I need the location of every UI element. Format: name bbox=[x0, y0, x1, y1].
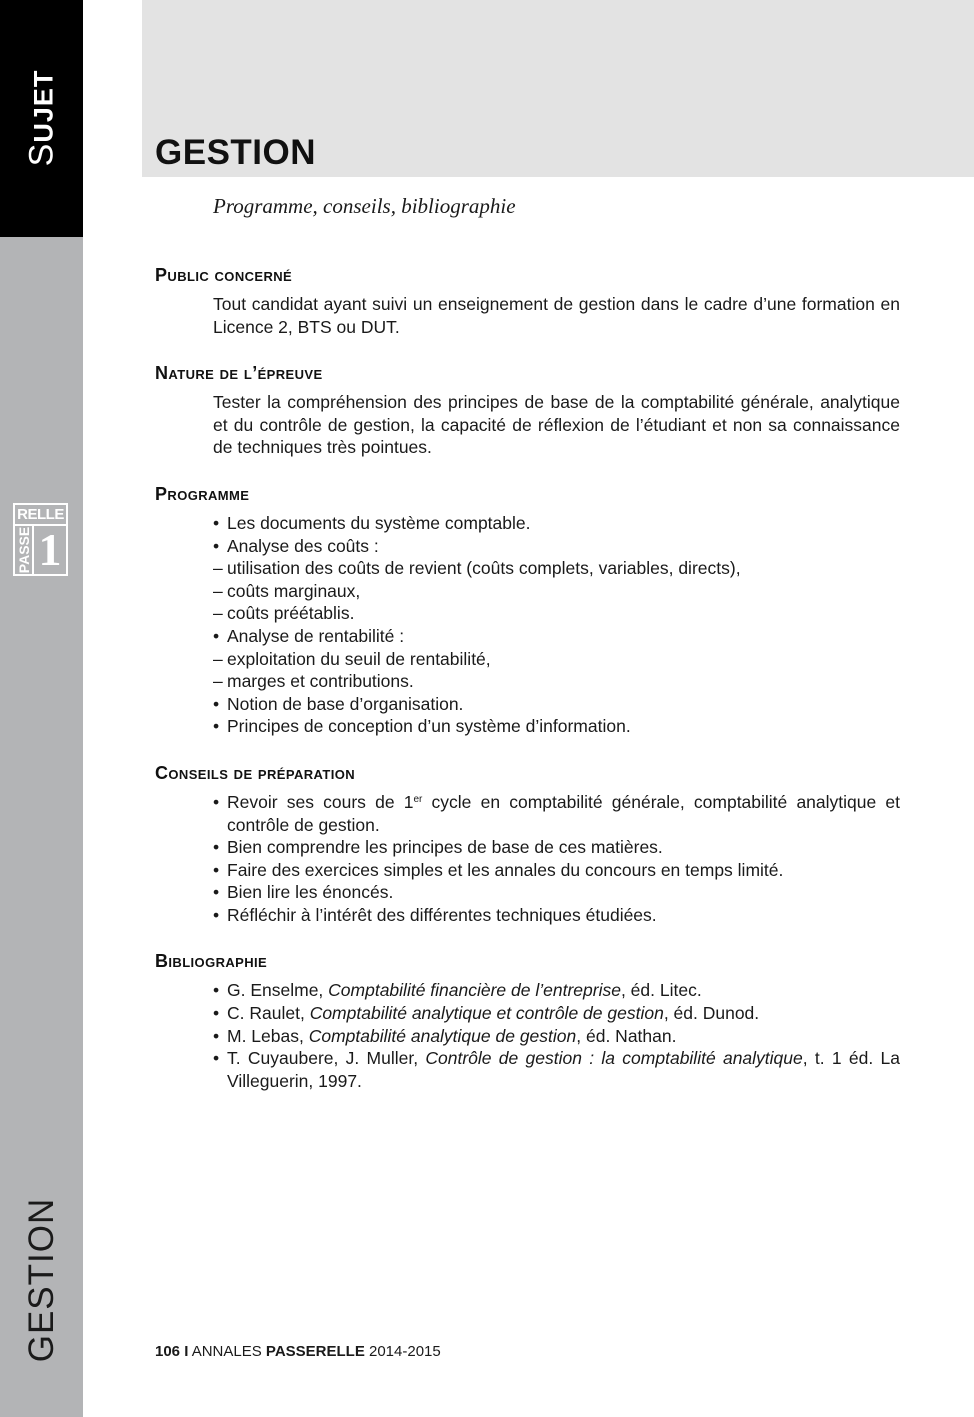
list-item: • M. Lebas, Comptabilité analytique de gestion, éd. Nathan. bbox=[213, 1025, 677, 1046]
list-subitem: – exploitation du seuil de rentabilité, bbox=[213, 648, 491, 669]
list-item: • Bien lire les énoncés. bbox=[213, 882, 394, 903]
section-text: Tester la compréhension des principes de base de la comptabilité générale, analytique et du contrôle de gestion, la capacité de réflexion de l’étudiant et non sa connaissance de techniques très pointues. bbox=[213, 392, 900, 458]
page-number: 106 bbox=[155, 1343, 181, 1360]
list-item: • Faire des exercices simples et les annales du concours en temps limité. bbox=[213, 859, 784, 880]
list-subitem: – utilisation des coûts de revient (coûts complets, variables, directs), bbox=[213, 558, 741, 579]
section-public bbox=[155, 262, 900, 338]
list-item: • Analyse de rentabilité : bbox=[213, 625, 405, 646]
list-subitem: – marges et contributions. bbox=[213, 671, 414, 692]
section-heading: Bibliographie bbox=[155, 951, 268, 972]
logo-number: 1 bbox=[38, 524, 62, 575]
list-item: • Réfléchir à l’intérêt des différentes techniques étudiées. bbox=[213, 904, 657, 925]
page-footer bbox=[155, 1343, 441, 1360]
list-item: • Principes de conception d’un système d’information. bbox=[213, 716, 631, 737]
footer-year: 2014-2015 bbox=[369, 1343, 441, 1360]
page-subtitle: Programme, conseils, bibliographie bbox=[213, 194, 516, 218]
list-subitem: – coûts marginaux, bbox=[213, 580, 361, 601]
section-programme bbox=[155, 481, 900, 738]
footer-brand: PASSERELLE bbox=[265, 1343, 365, 1360]
section-conseils bbox=[155, 760, 900, 927]
list-item: • Notion de base d’organisation. bbox=[213, 693, 464, 714]
sidebar bbox=[0, 0, 83, 1417]
sidebar-label-rest: UJET bbox=[28, 69, 59, 143]
sidebar-label-initial: S bbox=[22, 142, 61, 167]
bibliographie-list bbox=[213, 979, 900, 1092]
conseils-list bbox=[213, 791, 900, 927]
section-heading: Programme bbox=[155, 483, 250, 504]
logo-side-text: PASSE bbox=[16, 526, 32, 574]
list-item: • Revoir ses cours de 1er cycle en comptabilité générale, comptabilité analytique et contrôle de gestion. bbox=[213, 791, 900, 835]
main-content bbox=[155, 262, 900, 1114]
footer-annales: ANNALES bbox=[191, 1343, 262, 1360]
list-subitem: – coûts préétablis. bbox=[213, 603, 355, 624]
logo-top-text: RELLE bbox=[17, 506, 64, 523]
page-title: GESTION bbox=[155, 133, 317, 172]
footer-separator: I bbox=[184, 1343, 189, 1360]
section-text: Tout candidat ayant suivi un enseignement de gestion dans le cadre d’une formation en Licence 2, BTS ou DUT. bbox=[213, 294, 900, 337]
section-heading: Conseils de préparation bbox=[155, 762, 356, 783]
list-item: • G. Enselme, Comptabilité financière de l’entreprise, éd. Litec. bbox=[213, 980, 702, 1001]
programme-list bbox=[213, 512, 900, 738]
list-item: • Analyse des coûts : bbox=[213, 535, 379, 556]
list-item: • C. Raulet, Comptabilité analytique et contrôle de gestion, éd. Dunod. bbox=[213, 1003, 760, 1024]
list-item: • T. Cuyaubere, J. Muller, Contrôle de gestion : la comptabilité analytique, t. 1 éd. La Villeguerin, 1997. bbox=[213, 1048, 900, 1091]
passerelle-logo bbox=[13, 503, 68, 576]
list-item: • Les documents du système comptable. bbox=[213, 512, 531, 533]
section-heading: Public concerné bbox=[155, 265, 293, 285]
section-heading: Nature de l’épreuve bbox=[155, 363, 323, 384]
sidebar-label bbox=[23, 70, 62, 167]
section-nature bbox=[155, 360, 900, 459]
list-item: • Bien comprendre les principes de base de ces matières. bbox=[213, 837, 663, 858]
sidebar-subject: GESTION bbox=[22, 1197, 61, 1363]
sidebar-label-block bbox=[0, 0, 83, 237]
section-bibliographie bbox=[155, 948, 900, 1092]
